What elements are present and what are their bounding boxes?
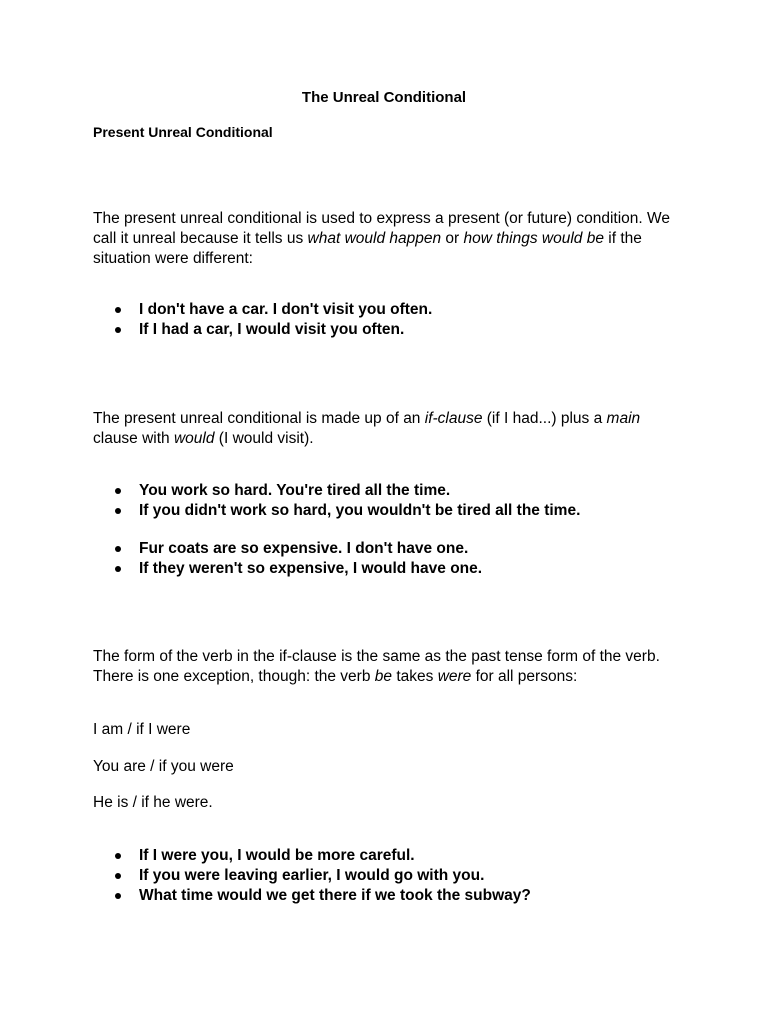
italic-run: main (606, 410, 641, 427)
list-item: If you were leaving earlier, I would go with you. (113, 866, 531, 886)
text-run: The present unreal conditional is made up of an (93, 410, 425, 427)
paragraph-intro (93, 209, 683, 269)
bullet-list-3 (113, 539, 482, 579)
example-line: You are / if you were (93, 758, 234, 775)
italic-run: if-clause (424, 410, 483, 427)
paragraph-verb-form (93, 647, 683, 687)
text-run: takes (392, 668, 438, 685)
text-run: for all persons: (471, 668, 578, 685)
italic-run: what would happen (307, 230, 442, 247)
text-run: (if I had...) plus a (482, 410, 607, 427)
list-item: If they weren't so expensive, I would have one. (113, 559, 482, 579)
list-item: If I were you, I would be more careful. (113, 846, 531, 866)
italic-run: would (173, 430, 215, 447)
bullet-list-2 (113, 481, 580, 521)
text-run: The form of the verb in the if-clause is the same as the past tense form of the verb. There is one exception, though: the verb (93, 648, 660, 685)
list-item: Fur coats are so expensive. I don't have one. (113, 539, 482, 559)
page-title: The Unreal Conditional (301, 89, 467, 106)
example-line: He is / if he were. (93, 794, 213, 811)
paragraph-structure (93, 409, 683, 449)
bullet-list-4 (113, 846, 531, 906)
example-line: I am / if I were (93, 721, 191, 738)
list-item: If I had a car, I would visit you often. (113, 320, 432, 340)
list-item: If you didn't work so hard, you wouldn't be tired all the time. (113, 501, 580, 521)
text-run: (I would visit). (214, 430, 314, 447)
text-run: if the situation were different: (93, 230, 642, 267)
italic-run: how things would be (463, 230, 604, 247)
section-heading: Present Unreal Conditional (93, 124, 273, 140)
text-run: clause with (93, 430, 174, 447)
list-item: What time would we get there if we took the subway? (113, 886, 531, 906)
text-run: The present unreal conditional is used to express a present (or future) condition. We call it unreal because it tells us (93, 210, 670, 247)
italic-run: be (374, 668, 393, 685)
bullet-list-1 (113, 300, 432, 340)
list-item: I don't have a car. I don't visit you often. (113, 300, 432, 320)
list-item: You work so hard. You're tired all the time. (113, 481, 580, 501)
text-run: or (441, 230, 464, 247)
italic-run: were (437, 668, 472, 685)
